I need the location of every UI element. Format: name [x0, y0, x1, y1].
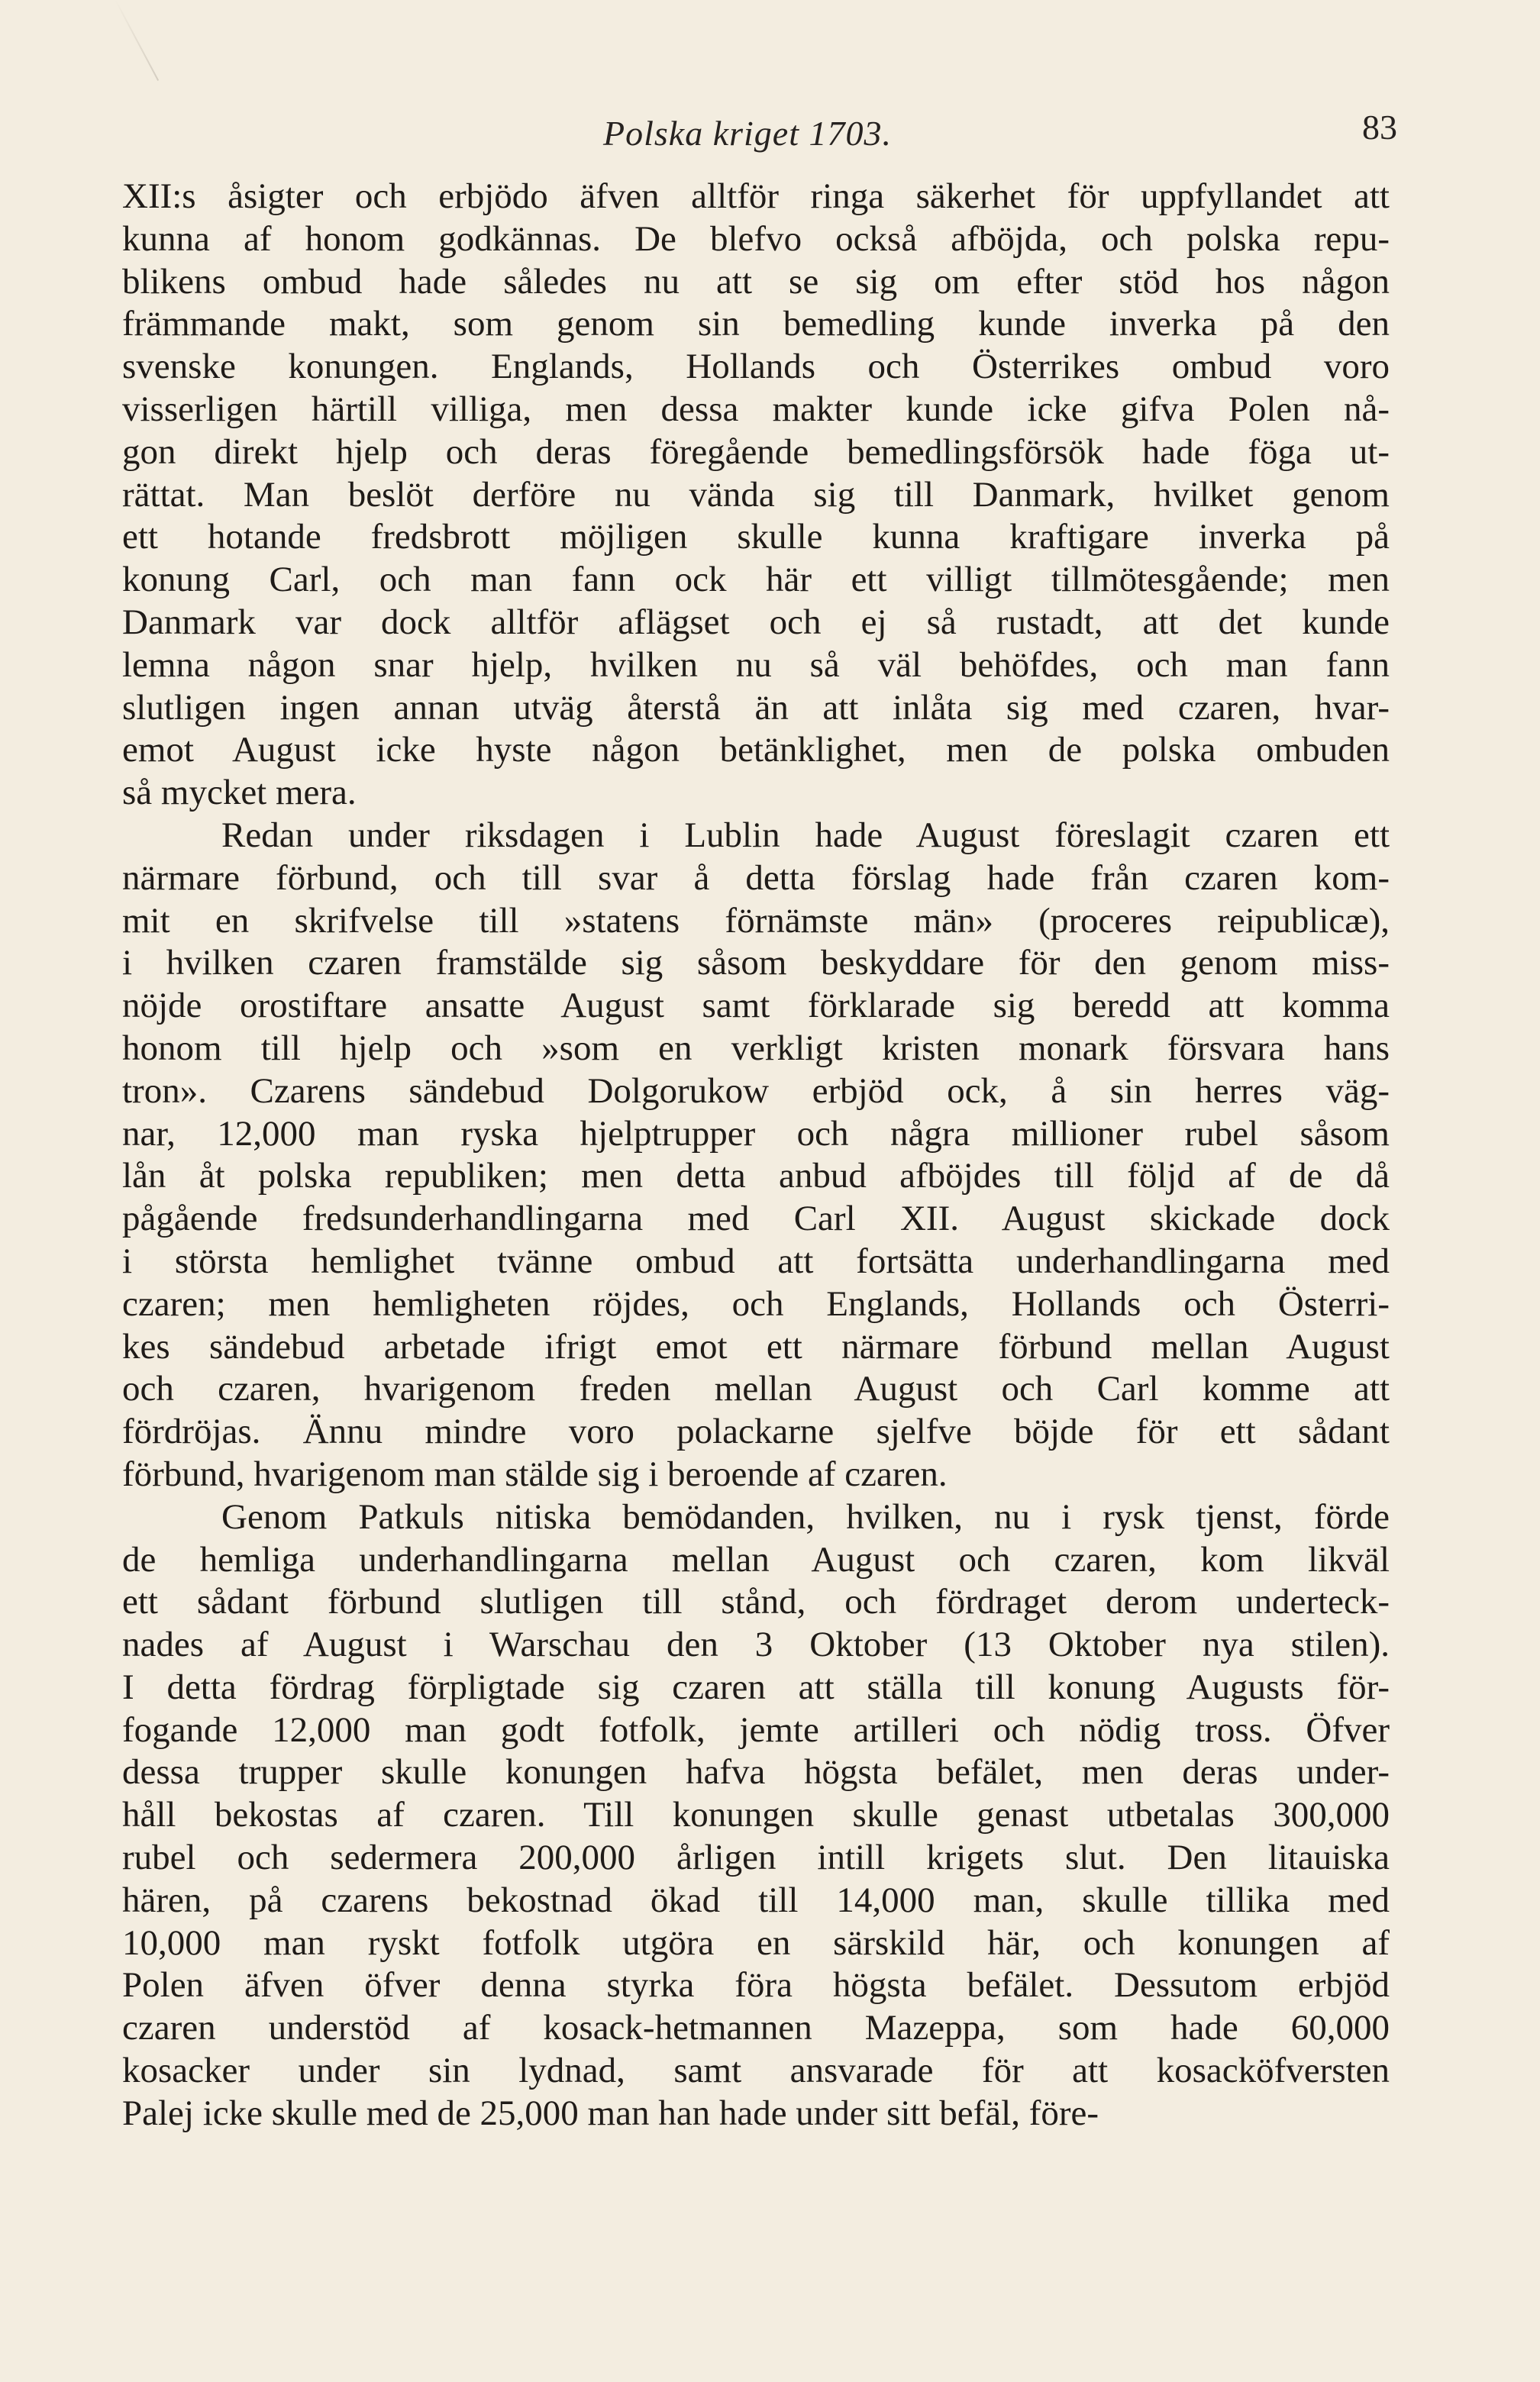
paragraph: [122, 815, 1390, 1496]
text-line: tron». Czarens sändebud Dolgorukow erbjöd ock, å sin herres väg-: [122, 1070, 1390, 1111]
text-line: lemna någon snar hjelp, hvilken nu så väl behöfdes, och man fann: [122, 644, 1390, 685]
text-line: nades af August i Warschau den 3 Oktober (13 Oktober nya stilen).: [122, 1625, 1390, 1665]
text-line: fogande 12,000 man godt fotfolk, jemte artilleri och nödig tross. Öfver: [122, 1709, 1390, 1750]
text-line: 10,000 man ryskt fotfolk utgöra en särskild här, och konungen af: [122, 1922, 1390, 1963]
text-line: svenske konungen. Englands, Hollands och Österrikes ombud voro: [122, 347, 1390, 387]
text-line: honom till hjelp och »som en verkligt kristen monark försvara hans: [122, 1028, 1390, 1068]
text-line: I detta fördrag förpligtade sig czaren att ställa till konung Augusts för-: [122, 1667, 1390, 1707]
text-line: Genom Patkuls nitiska bemödanden, hvilken, nu i rysk tjenst, förde: [221, 1496, 1390, 1537]
text-line: hären, på czarens bekostnad ökad till 14,000 man, skulle tillika med: [122, 1880, 1390, 1920]
text-line: Polen äfven öfver denna styrka föra högsta befälet. Dessutom erbjöd: [122, 1965, 1390, 2006]
text-line: främmande makt, som genom sin bemedling kunde inverka på den: [122, 304, 1390, 344]
page-header: [122, 107, 1397, 160]
page-number: 83: [1362, 108, 1397, 147]
text-line: Palej icke skulle med de 25,000 man han hade under sitt befäl, före-: [122, 2093, 1099, 2133]
text-line: rättat. Man beslöt derföre nu vända sig till Danmark, hvilket genom: [122, 474, 1390, 515]
text-line: visserligen härtill villiga, men dessa makter kunde icke gifva Polen nå-: [122, 389, 1390, 429]
body-text: [122, 176, 1390, 2135]
text-line: och czaren, hvarigenom freden mellan August och Carl komme att: [122, 1369, 1390, 1409]
text-line: Danmark var dock alltför aflägset och ej så rustadt, att det kunde: [122, 602, 1390, 642]
text-line: czaren; men hemligheten röjdes, och Englands, Hollands och Österri-: [122, 1283, 1390, 1324]
text-line: rubel och sedermera 200,000 årligen intill krigets slut. Den litauiska: [122, 1838, 1390, 1878]
text-line: i hvilken czaren framstälde sig såsom beskyddare för den genom miss-: [122, 943, 1390, 983]
text-line: czaren understöd af kosack-hetmannen Mazeppa, som hade 60,000: [122, 2008, 1390, 2048]
text-line: håll bekostas af czaren. Till konungen skulle genast utbetalas 300,000: [122, 1795, 1390, 1835]
text-line: närmare förbund, och till svar å detta förslag hade från czaren kom-: [122, 857, 1390, 898]
running-head: Polska kriget 1703.: [603, 114, 892, 153]
paragraph: [122, 1496, 1390, 2135]
text-line: slutligen ingen annan utväg återstå än att inlåta sig med czaren, hvar-: [122, 687, 1390, 728]
text-line: kes sändebud arbetade ifrigt emot ett närmare förbund mellan August: [122, 1326, 1390, 1367]
pencil-mark: [115, 0, 159, 81]
text-line: gon direkt hjelp och deras föregående bemedlingsförsök hade föga ut-: [122, 431, 1390, 472]
text-line: fördröjas. Ännu mindre voro polackarne sjelfve böjde för ett sådant: [122, 1412, 1390, 1452]
text-line: förbund, hvarigenom man stälde sig i beroende af czaren.: [122, 1454, 948, 1494]
text-line: emot August icke hyste någon betänklighet, men de polska ombuden: [122, 730, 1390, 770]
text-line: dessa trupper skulle konungen hafva högsta befälet, men deras under-: [122, 1752, 1390, 1793]
text-line: i största hemlighet tvänne ombud att fortsätta underhandlingarna med: [122, 1241, 1390, 1281]
text-line: ett sådant förbund slutligen till stånd, och fördraget derom underteck-: [122, 1582, 1390, 1622]
text-line: nar, 12,000 man ryska hjelptrupper och några millioner rubel såsom: [122, 1113, 1390, 1154]
text-line: mit en skrifvelse till »statens förnämste män» (proceres reipublicæ),: [122, 900, 1390, 941]
text-line: nöjde orostiftare ansatte August samt förklarade sig beredd att komma: [122, 986, 1390, 1026]
text-line: ett hotande fredsbrott möjligen skulle kunna kraftigare inverka på: [122, 517, 1390, 557]
text-line: blikens ombud hade således nu att se sig om efter stöd hos någon: [122, 261, 1390, 302]
text-line: konung Carl, och man fann ock här ett villigt tillmötesgående; men: [122, 560, 1390, 600]
text-line: Redan under riksdagen i Lublin hade August föreslagit czaren ett: [221, 815, 1390, 855]
text-line: XII:s åsigter och erbjödo äfven alltför ringa säkerhet för uppfyllandet att: [122, 176, 1390, 216]
text-line: lån åt polska republiken; men detta anbud afböjdes till följd af de då: [122, 1156, 1390, 1196]
text-line: kosacker under sin lydnad, samt ansvarade för att kosacköfversten: [122, 2051, 1390, 2091]
text-line: kunna af honom godkännas. De blefvo också afböjda, och polska repu-: [122, 218, 1390, 259]
text-line: de hemliga underhandlingarna mellan August och czaren, kom likväl: [122, 1539, 1390, 1580]
text-line: pågående fredsunderhandlingarna med Carl XII. August skickade dock: [122, 1199, 1390, 1239]
text-line: så mycket mera.: [122, 773, 357, 813]
paragraph: [122, 176, 1390, 815]
